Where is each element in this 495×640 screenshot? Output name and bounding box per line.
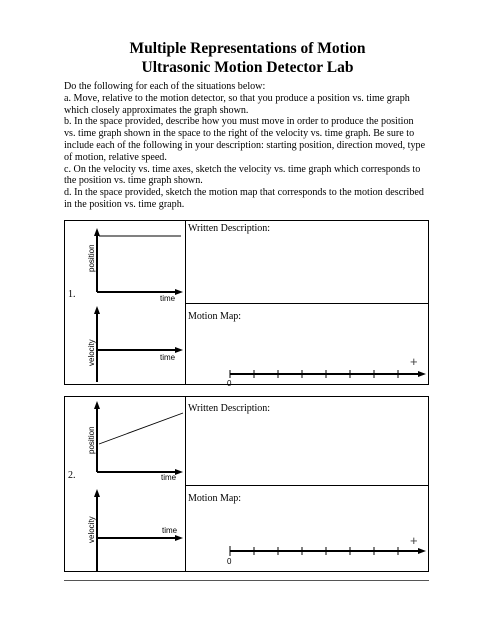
instruction-line: a. Move, relative to the motion detector, so that you produce a position vs. time graph xyxy=(64,92,410,104)
time-axis-label: time xyxy=(160,353,176,362)
situation-number: 1. xyxy=(68,289,76,300)
instruction-line: Do the following for each of the situations below: xyxy=(64,81,266,92)
situation-number: 2. xyxy=(68,470,76,481)
positive-direction-label: + xyxy=(410,533,418,548)
position-axis-label: position xyxy=(87,244,96,272)
written-description-area[interactable] xyxy=(186,237,428,301)
motion-map-label: Motion Map: xyxy=(188,493,242,504)
velocity-axis-label: velocity xyxy=(87,339,96,366)
written-description-label: Written Description: xyxy=(188,403,271,414)
written-description-area[interactable] xyxy=(186,417,428,483)
motion-map-label: Motion Map: xyxy=(188,311,242,322)
time-axis-label: time xyxy=(161,473,177,482)
instruction-line: of motion, relative speed. xyxy=(64,151,167,163)
instructions xyxy=(64,81,440,211)
row-divider xyxy=(185,485,428,486)
row-divider xyxy=(185,303,428,304)
position-time-graph xyxy=(65,397,185,485)
situation-panel-2 xyxy=(64,396,429,572)
instruction-line: vs. time graph shown in the space to the right of the velocity vs. time graph. Be sure to xyxy=(64,128,415,140)
instruction-line: which closely approximates the graph shown. xyxy=(64,104,249,116)
position-time-graph xyxy=(65,221,185,303)
written-description-label: Written Description: xyxy=(188,223,271,234)
title-line-1: Multiple Representations of Motion xyxy=(129,40,366,57)
instruction-line: c. On the velocity vs. time axes, sketch the velocity vs. time graph which corresponds to xyxy=(64,163,421,175)
instruction-line: in the position vs. time graph. xyxy=(64,198,185,210)
origin-label: 0 xyxy=(227,557,232,566)
motion-map-axis[interactable] xyxy=(186,533,429,573)
instruction-line: the position vs. time graph shown. xyxy=(64,175,203,187)
situation-panel-1 xyxy=(64,220,429,385)
instruction-line: b. In the space provided, describe how you must move in order to produce the position xyxy=(64,116,414,128)
velocity-time-graph xyxy=(65,303,185,385)
time-axis-label: time xyxy=(160,294,176,303)
positive-direction-label: + xyxy=(410,354,418,369)
bottom-rule xyxy=(64,580,429,581)
position-axis-label: position xyxy=(87,426,96,454)
origin-label: 0 xyxy=(227,379,232,386)
velocity-time-graph xyxy=(65,485,185,573)
velocity-axis-label: velocity xyxy=(87,516,96,543)
title-line-2: Ultrasonic Motion Detector Lab xyxy=(141,59,354,76)
instruction-line: d. In the space provided, sketch the motion map that corresponds to the motion described xyxy=(64,187,424,199)
time-axis-label: time xyxy=(162,526,178,535)
instruction-line: include each of the following in your description: starting position, direction moved, type xyxy=(64,139,426,151)
motion-map-axis[interactable] xyxy=(186,346,429,386)
